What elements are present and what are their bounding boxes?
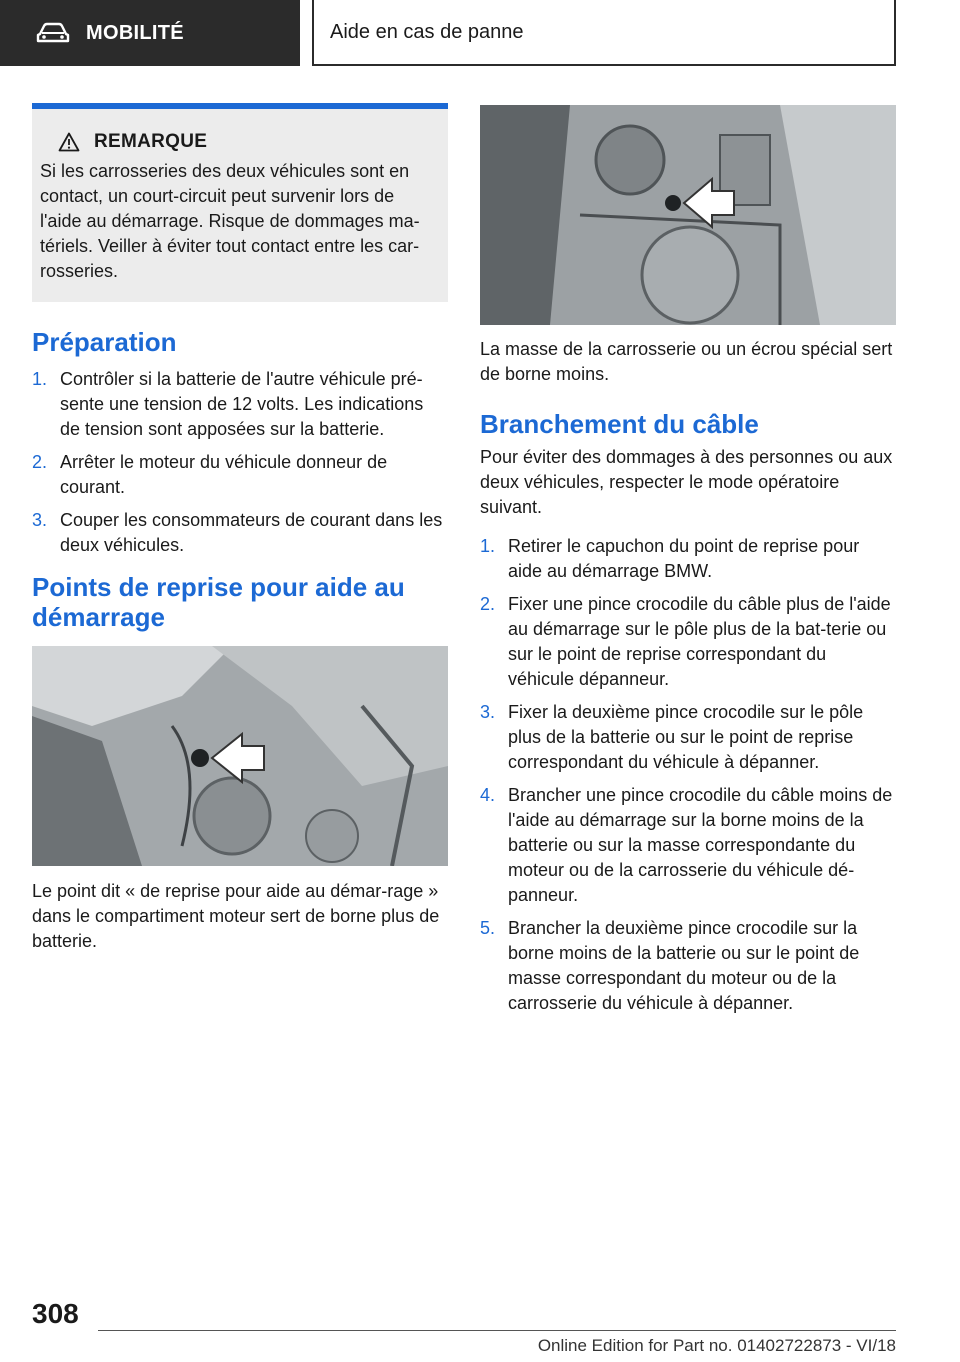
list-item bbox=[32, 450, 448, 500]
warning-triangle-icon bbox=[58, 132, 80, 152]
engine-bay-photo-plus bbox=[32, 646, 448, 866]
footer-edition: Online Edition for Part no. 01402722873 - VI/18 bbox=[537, 1336, 896, 1355]
cable-intro: Pour éviter des dommages à des personnes ou aux deux véhicules, respecter le mode opératoire suivant. bbox=[480, 447, 893, 517]
notice-header bbox=[40, 131, 438, 153]
step-number: 3. bbox=[32, 510, 48, 530]
step-number: 1. bbox=[32, 369, 48, 389]
footer-divider bbox=[98, 1330, 896, 1331]
step-number: 2. bbox=[480, 594, 496, 614]
step-text: Fixer la deuxième pince crocodile sur le pôle plus de la batterie ou sur le point de reprise correspondant du véhicule à dépanner. bbox=[508, 702, 864, 772]
step-text: Retirer le capuchon du point de reprise pour aide au démarrage BMW. bbox=[508, 536, 860, 581]
step-number: 2. bbox=[32, 452, 48, 472]
cable-steps bbox=[480, 534, 896, 1016]
list-item bbox=[32, 367, 448, 442]
list-item bbox=[480, 592, 896, 692]
points-caption: Le point dit « de reprise pour aide au démar-rage » dans le compartiment moteur sert de borne plus de batterie. bbox=[32, 881, 440, 951]
notice-text: Si les carrosseries des deux véhicules sont en contact, un court-circuit peut survenir lors de l'aide au démarrage. Risque de dommages ma-tériels. Veiller à éviter tout contact entre les car-rosseries. bbox=[40, 161, 420, 281]
list-item bbox=[32, 508, 448, 558]
preparation-steps bbox=[32, 367, 448, 558]
header-chapter-box bbox=[312, 0, 896, 66]
ground-caption: La masse de la carrosserie ou un écrou spécial sert de borne moins. bbox=[480, 339, 893, 384]
preparation-heading: Préparation bbox=[32, 327, 177, 357]
list-item bbox=[480, 783, 896, 908]
step-text: Arrêter le moteur du véhicule donneur de courant. bbox=[60, 452, 388, 497]
list-item bbox=[480, 916, 896, 1016]
header-section-tab bbox=[0, 0, 300, 66]
notice-box bbox=[32, 103, 448, 302]
car-icon bbox=[36, 22, 70, 44]
step-text: Brancher une pince crocodile du câble moins de l'aide au démarrage sur la borne moins de la batterie ou sur la masse correspondante du moteur ou de la carrosserie du véhicule dé-panneur. bbox=[508, 785, 893, 905]
step-text: Fixer une pince crocodile du câble plus de l'aide au démarrage sur le pôle plus de la bat-terie ou sur le point de reprise correspondant du véhicule dépanneur. bbox=[508, 594, 891, 689]
list-item bbox=[480, 700, 896, 775]
right-column bbox=[480, 105, 896, 1024]
step-text: Contrôler si la batterie de l'autre véhicule pré-sente une tension de 12 volts. Les indications de tension sont apposées sur la batterie. bbox=[60, 369, 424, 439]
step-text: Brancher la deuxième pince crocodile sur la borne moins de la batterie ou sur le point de masse correspondant du moteur ou de la carrosserie du véhicule à dépanner. bbox=[508, 918, 860, 1013]
step-number: 5. bbox=[480, 918, 496, 938]
left-column bbox=[32, 103, 448, 954]
list-item bbox=[480, 534, 896, 584]
step-number: 3. bbox=[480, 702, 496, 722]
step-text: Couper les consommateurs de courant dans les deux véhicules. bbox=[60, 510, 443, 555]
notice-title: REMARQUE bbox=[94, 131, 208, 152]
cable-heading: Branchement du câble bbox=[480, 409, 759, 439]
points-heading: Points de reprise pour aide au démarrage bbox=[32, 572, 405, 632]
page-number: 308 bbox=[32, 1298, 79, 1329]
step-number: 4. bbox=[480, 785, 496, 805]
engine-bay-photo-minus bbox=[480, 105, 896, 325]
section-title: MOBILITÉ bbox=[86, 21, 184, 44]
step-number: 1. bbox=[480, 536, 496, 556]
chapter-title: Aide en cas de panne bbox=[330, 20, 524, 43]
